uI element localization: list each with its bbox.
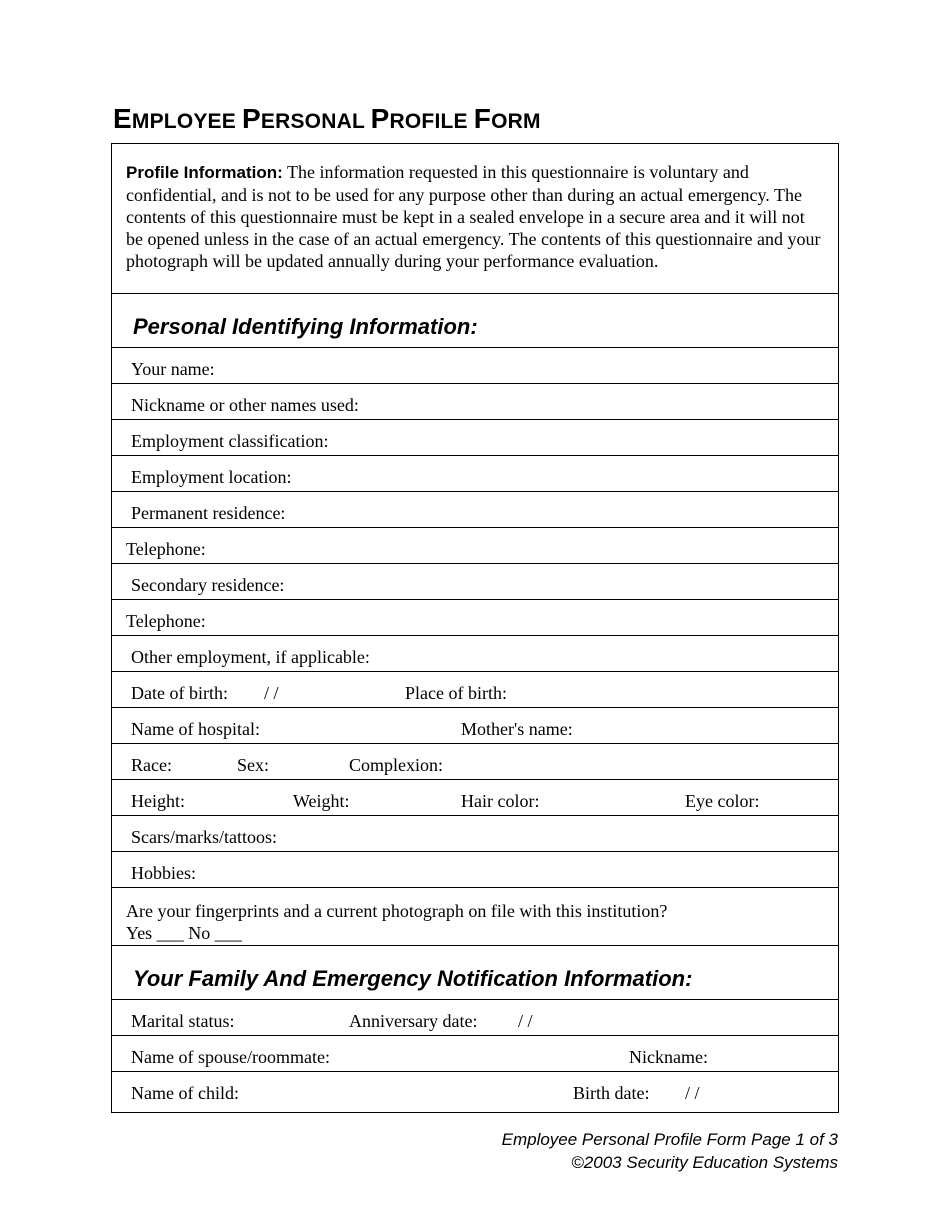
row-spouse: [112, 1036, 838, 1072]
section-heading-family: Your Family And Emergency Notification Information:: [112, 946, 838, 1000]
field-date-of-birth[interactable]: Date of birth:: [131, 683, 228, 703]
profile-form: [111, 143, 839, 1113]
date-of-birth-slashes: / /: [264, 683, 279, 703]
fingerprints-question: Are your fingerprints and a current photograph on file with this institution?: [126, 901, 668, 921]
footer-page-info: Employee Personal Profile Form Page 1 of 3: [501, 1130, 838, 1149]
anniversary-slashes: / /: [518, 1011, 533, 1031]
field-height[interactable]: Height:: [131, 791, 185, 811]
field-hair-color[interactable]: Hair color:: [461, 791, 540, 811]
page-footer: [502, 1128, 838, 1174]
fingerprints-question-row: [112, 888, 838, 946]
field-hobbies[interactable]: Hobbies:: [112, 852, 838, 888]
field-other-employment[interactable]: Other employment, if applicable:: [112, 636, 838, 672]
field-employment-classification[interactable]: Employment classification:: [112, 420, 838, 456]
row-child: [112, 1072, 838, 1112]
field-place-of-birth[interactable]: Place of birth:: [405, 683, 507, 703]
field-sex[interactable]: Sex:: [237, 755, 270, 775]
notice-lead: Profile Information:: [126, 163, 283, 182]
field-child-birth-date[interactable]: Birth date:: [573, 1083, 650, 1103]
field-permanent-residence[interactable]: Permanent residence:: [112, 492, 838, 528]
field-race[interactable]: Race:: [131, 755, 172, 775]
field-scars[interactable]: Scars/marks/tattoos:: [112, 816, 838, 852]
fingerprints-answer[interactable]: Yes ___ No ___: [126, 923, 242, 943]
row-race: [112, 744, 838, 780]
field-child-name[interactable]: Name of child:: [131, 1083, 239, 1103]
field-secondary-residence[interactable]: Secondary residence:: [112, 564, 838, 600]
field-employment-location[interactable]: Employment location:: [112, 456, 838, 492]
field-telephone-permanent[interactable]: Telephone:: [112, 528, 838, 564]
row-birth: [112, 672, 838, 708]
section-heading-personal: Personal Identifying Information:: [112, 294, 838, 348]
row-hospital: [112, 708, 838, 744]
field-weight[interactable]: Weight:: [293, 791, 350, 811]
field-complexion[interactable]: Complexion:: [349, 755, 443, 775]
row-marital: [112, 1000, 838, 1036]
field-telephone-secondary[interactable]: Telephone:: [112, 600, 838, 636]
field-name-of-hospital[interactable]: Name of hospital:: [131, 719, 260, 739]
field-anniversary-date[interactable]: Anniversary date:: [349, 1011, 478, 1031]
field-spouse-name[interactable]: Name of spouse/roommate:: [131, 1047, 330, 1067]
field-spouse-nickname[interactable]: Nickname:: [629, 1047, 708, 1067]
page-title: EMPLOYEE PERSONAL PROFILE FORM: [113, 103, 541, 134]
field-marital-status[interactable]: Marital status:: [131, 1011, 235, 1031]
notice-text: The information requested in this questionnaire is voluntary and confidential, and is not to be used for any purpose other than during an actual emergency. The contents of this questionnaire must be kept in a sealed envelope in a secure area and it will not be opened unless in the case of an actual emergency. The contents of this questionnaire and your photograph will be updated annually during your performance evaluation.: [126, 162, 821, 271]
field-eye-color[interactable]: Eye color:: [685, 791, 760, 811]
field-nickname[interactable]: Nickname or other names used:: [112, 384, 838, 420]
field-mothers-name[interactable]: Mother's name:: [461, 719, 573, 739]
field-your-name[interactable]: Your name:: [112, 348, 838, 384]
footer-copyright: ©2003 Security Education Systems: [571, 1153, 838, 1172]
row-physical: [112, 780, 838, 816]
child-birth-slashes: / /: [685, 1083, 700, 1103]
profile-information-notice: [112, 144, 838, 294]
